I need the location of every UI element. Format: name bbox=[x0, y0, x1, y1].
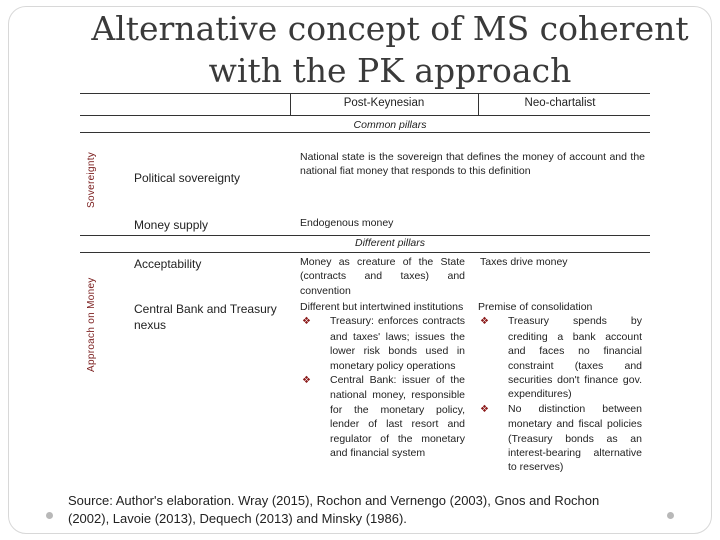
decorative-dot-right bbox=[667, 512, 674, 519]
nc-bullet-text: Treasury spends by crediting a bank account and faces no financial constraint (taxes and securities don't finance gov. expenditures) bbox=[508, 315, 642, 401]
pk-bullet-text: Treasury: enforces contracts and taxes' laws; issues the lower risk bonds used in monetary policy operations bbox=[330, 315, 465, 372]
cell-cb-treasury-post-keynesian bbox=[300, 300, 465, 460]
row-label-acceptability: Acceptability bbox=[134, 257, 202, 271]
column-header-neo-chartalist: Neo-chartalist bbox=[524, 97, 596, 109]
pk-bullet-item bbox=[300, 373, 465, 460]
nc-bullet-text: No distinction between monetary and fiscal policies (Treasury bonds as an interest-bearing alternative to reserves) bbox=[508, 402, 642, 474]
row-label-political-sovereignty: Political sovereignty bbox=[134, 171, 241, 185]
side-label-approach-on-money: Approach on Money bbox=[86, 277, 97, 372]
source-note: Source: Author's elaboration. Wray (2015), Rochon and Vernengo (2003), Gnos and Rochon (2002), Lavoie (2013), Dequech (2013) and Minsky (1986). bbox=[68, 493, 600, 526]
pk-bullet-text: Central Bank: issuer of the national money, responsible for the monetary policy, lender of last resort and regulator of the monetary and financial system bbox=[330, 374, 465, 460]
slide-title bbox=[60, 8, 720, 92]
title-line-2: with the PK approach bbox=[208, 51, 572, 90]
section-different-pillars: Different pillars bbox=[354, 237, 426, 249]
title-line-1: Alternative concept of MS coherent bbox=[91, 9, 689, 48]
column-header-post-keynesian: Post-Keynesian bbox=[343, 97, 425, 109]
table-top-rule bbox=[80, 93, 650, 94]
side-label-sovereignty: Sovereignty bbox=[86, 151, 97, 208]
cell-cb-treasury-neo-chartalist bbox=[478, 300, 642, 475]
different-pillars-rule bbox=[80, 252, 650, 253]
nc-bullet-item bbox=[478, 314, 642, 401]
section-common-pillars: Common pillars bbox=[353, 119, 427, 131]
diamond-bullet-icon: ❖ bbox=[480, 316, 489, 328]
nc-intro-text: Premise of consolidation bbox=[478, 301, 593, 313]
cell-money-supply-common: Endogenous money bbox=[300, 217, 394, 229]
cell-political-sovereignty-common: National state is the sovereign that defines the money of account and the national fiat money that responds to this definition bbox=[300, 151, 645, 178]
column-divider-right bbox=[478, 93, 479, 115]
header-bottom-rule bbox=[80, 115, 650, 116]
pk-bullet-item bbox=[300, 314, 465, 373]
pk-intro-text: Different but intertwined institutions bbox=[300, 301, 464, 313]
common-pillars-rule bbox=[80, 132, 650, 133]
row-label-cb-treasury-nexus: Central Bank and Treasury nexus bbox=[134, 302, 277, 332]
diamond-bullet-icon: ❖ bbox=[480, 403, 489, 415]
diamond-bullet-icon: ❖ bbox=[302, 375, 311, 387]
column-divider-left bbox=[290, 93, 291, 115]
nc-bullet-item bbox=[478, 402, 642, 475]
diamond-bullet-icon: ❖ bbox=[302, 316, 311, 328]
decorative-dot-left bbox=[46, 512, 53, 519]
cell-acceptability-neo-chartalist: Taxes drive money bbox=[480, 256, 568, 268]
row-label-money-supply: Money supply bbox=[134, 218, 209, 232]
sovereignty-bottom-rule bbox=[80, 235, 650, 236]
cell-acceptability-post-keynesian: Money as creature of the State (contracts and taxes) and convention bbox=[300, 256, 465, 297]
